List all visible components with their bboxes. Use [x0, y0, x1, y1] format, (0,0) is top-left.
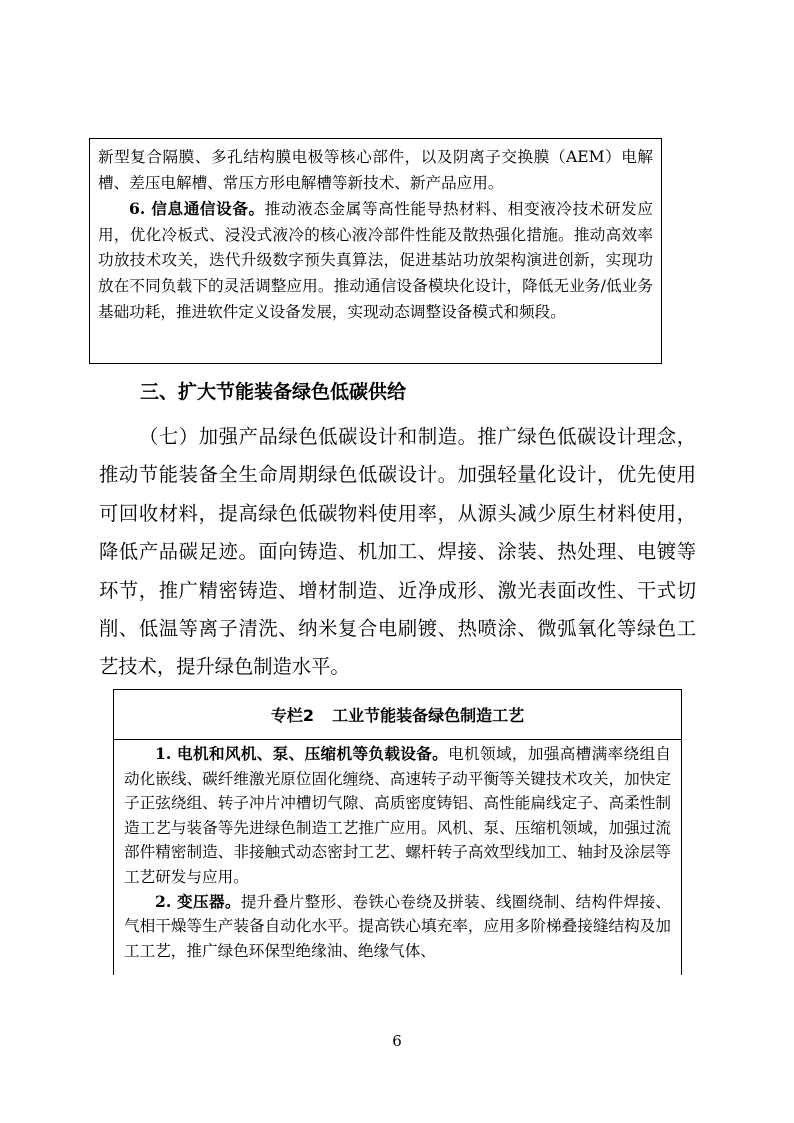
item-6-heading: 6. 信息通信设备。 — [129, 199, 265, 219]
column-box-2 — [113, 689, 682, 975]
section-heading: 三、扩大节能装备绿色低碳供给 — [140, 381, 407, 403]
column-label: 专栏2 — [270, 706, 315, 725]
column-item-2 — [124, 890, 671, 964]
paragraph-7: （七）加强产品绿色低碳设计和制造。推广绿色低碳设计理念，推动节能装备全生命周期绿色低碳设计。加强轻量化设计，优先使用可回收材料，提高绿色低碳物料使用率，从源头减少原生材料使用，降低产品碳足迹。面向铸造、机加工、焊接、涂装、热处理、电镀等环节，推广精密铸造、增材制造、近净成形、激光表面改性、干式切削、低温等离子清洗、纳米复合电刷镀、热喷涂、微弧氧化等绿色工艺技术，提升绿色制造水平。 — [99, 425, 696, 679]
column-title: 工业节能装备绿色制造工艺 — [332, 706, 525, 725]
box-item-6 — [98, 196, 653, 325]
column-box-continued — [89, 138, 662, 364]
column-box-body — [114, 740, 681, 963]
item-6-text: 推动液态金属等高性能导热材料、相变液冷技术研发应用，优化冷板式、浸没式液冷的核心液冷部件性能及散热强化措施。推动高效率功放技术攻关，迭代升级数字预失真算法，促进基站功放架构演进创新，实现功放在不同负载下的灵活调整应用。推动通信设备模块化设计，降低无业务/低业务基础功耗，推进软件定义设备发展，实现动态调整设备模式和频段。 — [98, 200, 653, 321]
item-2-heading: 2. 变压器。 — [155, 891, 241, 911]
box-continuation-text: 新型复合隔膜、多孔结构膜电极等核心部件，以及阴离子交换膜（AEM）电解槽、差压电解槽、常压方形电解槽等新技术、新产品应用。 — [98, 148, 653, 192]
item-1-text: 电机领域，加强高槽满率绕组自动化嵌线、碳纤维激光原位固化缠绕、高速转子动平衡等关键技术攻关，加快定子正弦绕组、转子冲片冲槽切气隙、高质密度铸铝、高性能扁线定子、高柔性制造工艺与装备等先进绿色制造工艺推广应用。风机、泵、压缩机领域，加强过流部件精密制造、非接触式动态密封工艺、螺杆转子高效型线加工、轴封及涂层等工艺研发与应用。 — [124, 745, 671, 886]
column-item-1 — [124, 742, 671, 890]
column-box-title-row — [114, 690, 681, 740]
page-number: 6 — [392, 1032, 402, 1050]
item-1-heading: 1. 电机和风机、泵、压缩机等负载设备。 — [155, 744, 449, 763]
item-2-text: 提升叠片整形、卷铁心卷绕及拼装、线圈绕制、结构件焊接、气相干燥等生产装备自动化水平。提高铁心填充率，应用多阶梯叠接缝结构及加工工艺，推广绿色环保型绝缘油、绝缘气体、 — [124, 892, 671, 960]
